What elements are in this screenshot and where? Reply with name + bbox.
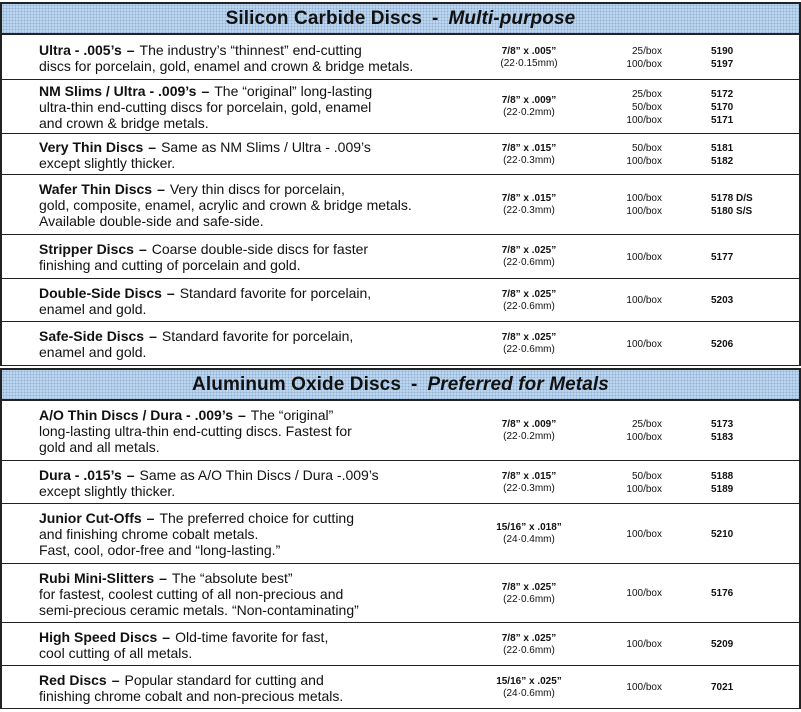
catalog-value: 5197 <box>711 59 734 70</box>
catalog-number <box>711 638 733 651</box>
description-text: except slightly thicker. <box>39 155 176 171</box>
description-line <box>39 672 479 688</box>
description-line <box>39 344 479 360</box>
catalog-value: 5178 D/S <box>711 193 753 204</box>
product-name: Junior Cut-Offs <box>39 510 142 526</box>
product-row <box>2 279 799 322</box>
product-description <box>39 42 479 74</box>
disc-size <box>469 245 589 269</box>
description-text: Very thin discs for porcelain, <box>169 181 345 197</box>
description-line <box>39 439 479 455</box>
product-name: NM Slims / Ultra - .009’s <box>39 83 197 99</box>
product-row <box>2 461 799 504</box>
product-row <box>2 134 799 175</box>
package-quantity <box>592 587 662 600</box>
section-subtitle: Multi-purpose <box>448 7 576 29</box>
description-text: finishing and cutting of porcelain and gold. <box>39 257 301 273</box>
quantity-value: 100/box <box>626 156 662 167</box>
name-dash: – <box>138 241 147 257</box>
size-inches: 7/8” x .025” <box>501 289 557 300</box>
description-line <box>39 83 479 99</box>
description-line <box>39 483 479 499</box>
description-line <box>39 688 479 704</box>
catalog-value: 5190 <box>711 46 734 57</box>
quantity-value: 50/box <box>631 143 662 154</box>
description-text: and finishing chrome cobalt metals. <box>39 526 259 542</box>
size-metric: (22·0.3mm) <box>503 205 555 216</box>
size-metric: (22·0.6mm) <box>503 257 555 268</box>
product-name: Safe-Side Discs <box>39 328 145 344</box>
size-metric: (22·0.2mm) <box>503 431 555 442</box>
product-row <box>2 80 799 134</box>
quantity-value: 100/box <box>626 193 662 204</box>
product-name: Ultra - .005’s <box>39 42 122 58</box>
catalog-number <box>711 587 733 600</box>
size-inches: 7/8” x .025” <box>501 332 557 343</box>
quantity-value: 25/box <box>631 46 662 57</box>
description-line <box>39 42 479 58</box>
size-metric: (22·0.6mm) <box>503 344 555 355</box>
product-description <box>39 241 479 273</box>
description-text: The preferred choice for cutting <box>159 510 354 526</box>
package-quantity <box>592 192 662 218</box>
product-row <box>2 235 799 279</box>
catalog-number <box>711 470 733 496</box>
disc-size <box>469 633 589 657</box>
quantity-value: 100/box <box>626 588 662 599</box>
catalog-value: 5180 S/S <box>711 206 753 217</box>
description-line <box>39 570 479 586</box>
catalog-value: 5209 <box>711 639 734 650</box>
size-inches: 15/16” x .018” <box>496 522 562 533</box>
name-dash: – <box>157 181 165 197</box>
description-line <box>39 181 479 197</box>
description-text: cool cutting of all metals. <box>39 645 193 661</box>
name-dash: – <box>149 328 157 344</box>
quantity-value: 100/box <box>626 484 662 495</box>
quantity-value: 50/box <box>631 102 662 113</box>
quantity-value: 100/box <box>626 206 662 217</box>
description-line <box>39 526 479 542</box>
catalog-value: 5172 <box>711 89 734 100</box>
description-line <box>39 510 479 526</box>
description-text: Standard favorite for porcelain, <box>179 285 372 301</box>
product-name: Wafer Thin Discs <box>39 181 153 197</box>
package-quantity <box>592 681 662 694</box>
size-inches: 7/8” x .015” <box>501 193 557 204</box>
name-dash: – <box>111 672 120 688</box>
quantity-value: 100/box <box>626 529 662 540</box>
quantity-value: 100/box <box>626 252 662 263</box>
description-text: Available double-side and safe-side. <box>39 213 264 229</box>
catalog-value: 5203 <box>711 295 734 306</box>
description-text: Fast, cool, odor-free and “long-lasting.” <box>39 542 281 558</box>
product-description <box>39 629 479 661</box>
disc-size <box>469 193 589 217</box>
description-text: gold, composite, enamel, acrylic and crown & bridge metals. <box>39 197 412 213</box>
product-row <box>2 175 799 235</box>
section-header <box>2 2 799 35</box>
name-dash: – <box>146 510 155 526</box>
product-row <box>2 504 799 564</box>
disc-size <box>469 522 589 546</box>
size-metric: (24·0.6mm) <box>503 688 555 699</box>
size-metric: (24·0.4mm) <box>503 534 555 545</box>
description-text: Same as A/O Thin Discs / Dura -.009’s <box>139 467 379 483</box>
product-row <box>2 564 799 623</box>
product-description <box>39 139 479 171</box>
package-quantity <box>592 470 662 496</box>
quantity-value: 100/box <box>626 59 662 70</box>
package-quantity <box>592 528 662 541</box>
size-inches: 7/8” x .025” <box>501 245 557 256</box>
description-line <box>39 602 479 618</box>
description-line <box>39 58 479 74</box>
catalog-value: 5181 <box>711 143 734 154</box>
product-description <box>39 181 479 229</box>
size-inches: 7/8” x .009” <box>501 419 557 430</box>
disc-size <box>469 46 589 70</box>
quantity-value: 100/box <box>626 432 662 443</box>
name-dash: – <box>166 285 175 301</box>
product-description <box>39 83 479 131</box>
catalog-number <box>711 45 733 71</box>
package-quantity <box>592 338 662 351</box>
description-text: finishing chrome cobalt and non-precious metals. <box>39 688 344 704</box>
description-line <box>39 241 479 257</box>
description-text: The “original” long-lasting <box>214 83 373 99</box>
section-subtitle: Preferred for Metals <box>427 373 609 395</box>
section-1 <box>0 368 801 709</box>
disc-size <box>469 289 589 313</box>
product-description <box>39 570 479 618</box>
description-line <box>39 586 479 602</box>
description-line <box>39 115 479 131</box>
quantity-value: 25/box <box>631 89 662 100</box>
catalog-value: 5188 <box>711 471 734 482</box>
description-text: long-lasting ultra-thin end-cutting discs. Fastest for <box>39 423 352 439</box>
description-line <box>39 285 479 301</box>
description-text: Coarse double-side discs for faster <box>151 241 369 257</box>
name-dash: – <box>237 407 246 423</box>
description-line <box>39 139 479 155</box>
size-inches: 7/8” x .025” <box>501 633 557 644</box>
size-metric: (22·0.3mm) <box>503 483 555 494</box>
description-text: for fastest, coolest cutting of all non-precious and <box>39 586 344 602</box>
size-inches: 7/8” x .005” <box>501 46 557 57</box>
description-line <box>39 328 479 344</box>
catalog-value: 5170 <box>711 102 734 113</box>
package-quantity <box>592 88 662 127</box>
size-metric: (22·0.6mm) <box>503 301 555 312</box>
disc-size <box>469 143 589 167</box>
catalog-number <box>711 681 733 694</box>
description-text: gold and all metals. <box>39 439 160 455</box>
name-dash: – <box>126 42 135 58</box>
product-name: A/O Thin Discs / Dura - .009’s <box>39 407 233 423</box>
name-dash: – <box>162 629 171 645</box>
product-name: Red Discs <box>39 672 107 688</box>
section-header <box>2 368 799 401</box>
size-metric: (22·0.3mm) <box>503 155 555 166</box>
size-inches: 7/8” x .025” <box>501 582 557 593</box>
description-text: discs for porcelain, gold, enamel and crown & bridge metals. <box>39 58 414 74</box>
product-description <box>39 672 479 704</box>
description-line <box>39 197 479 213</box>
disc-size <box>469 471 589 495</box>
description-line <box>39 467 479 483</box>
quantity-value: 100/box <box>626 295 662 306</box>
catalog-number <box>711 192 753 218</box>
catalog-value: 7021 <box>711 682 734 693</box>
product-name: Stripper Discs <box>39 241 134 257</box>
description-text: Standard favorite for porcelain, <box>161 328 354 344</box>
catalog-value: 5206 <box>711 339 734 350</box>
product-row <box>2 322 799 366</box>
disc-size <box>469 582 589 606</box>
description-text: Old-time favorite for fast, <box>175 629 329 645</box>
product-description <box>39 510 479 558</box>
size-inches: 7/8” x .015” <box>501 471 557 482</box>
catalog-number <box>711 418 733 444</box>
quantity-value: 100/box <box>626 682 662 693</box>
catalog-number <box>711 294 733 307</box>
description-line <box>39 301 479 317</box>
section-separator: - <box>411 373 418 395</box>
product-description <box>39 328 479 360</box>
package-quantity <box>592 142 662 168</box>
catalog-number <box>711 528 733 541</box>
section-title: Silicon Carbide Discs <box>225 7 423 29</box>
catalog-number <box>711 251 733 264</box>
quantity-value: 100/box <box>626 639 662 650</box>
quantity-value: 50/box <box>631 471 662 482</box>
size-metric: (22·0.6mm) <box>503 594 555 605</box>
section-0 <box>0 2 801 366</box>
quantity-value: 100/box <box>626 115 662 126</box>
description-line <box>39 213 479 229</box>
product-name: Double-Side Discs <box>39 285 162 301</box>
quantity-value: 25/box <box>631 419 662 430</box>
description-text: Same as NM Slims / Ultra - .009’s <box>161 139 371 155</box>
product-name: Rubi Mini-Slitters <box>39 570 155 586</box>
section-title: Aluminum Oxide Discs <box>192 373 401 395</box>
catalog-value: 5183 <box>711 432 734 443</box>
catalog-value: 5189 <box>711 484 734 495</box>
quantity-value: 100/box <box>626 339 662 350</box>
size-metric: (22·0.15mm) <box>500 58 558 69</box>
product-name: Very Thin Discs <box>39 139 144 155</box>
disc-size <box>469 676 589 700</box>
product-description <box>39 407 479 455</box>
catalog-value: 5182 <box>711 156 734 167</box>
description-text: The “original” <box>250 407 334 423</box>
size-inches: 15/16” x .025” <box>496 676 562 687</box>
description-line <box>39 99 479 115</box>
package-quantity <box>592 638 662 651</box>
name-dash: – <box>159 570 167 586</box>
description-text: and crown & bridge metals. <box>39 115 209 131</box>
package-quantity <box>592 418 662 444</box>
catalog-number <box>711 338 733 351</box>
description-line <box>39 257 479 273</box>
description-text: Popular standard for cutting and <box>124 672 324 688</box>
catalog-value: 5171 <box>711 115 734 126</box>
product-description <box>39 285 479 317</box>
description-line <box>39 155 479 171</box>
section-separator: - <box>432 7 439 29</box>
catalog-number <box>711 142 733 168</box>
description-text: semi-precious ceramic metals. “Non-contaminating” <box>39 602 359 618</box>
disc-size <box>469 332 589 356</box>
size-inches: 7/8” x .015” <box>501 143 557 154</box>
catalog-value: 5173 <box>711 419 734 430</box>
catalog-value: 5177 <box>711 252 734 263</box>
product-name: High Speed Discs <box>39 629 158 645</box>
description-line <box>39 407 479 423</box>
package-quantity <box>592 45 662 71</box>
description-line <box>39 645 479 661</box>
description-line <box>39 542 479 558</box>
catalog-value: 5210 <box>711 529 734 540</box>
name-dash: – <box>148 139 157 155</box>
product-description <box>39 467 479 499</box>
size-inches: 7/8” x .009” <box>501 95 557 106</box>
description-text: The industry’s “thinnest” end-cutting <box>139 42 362 58</box>
catalog-number <box>711 88 733 127</box>
description-line <box>39 423 479 439</box>
product-name: Dura - .015’s <box>39 467 122 483</box>
description-text: enamel and gold. <box>39 301 147 317</box>
name-dash: – <box>126 467 135 483</box>
disc-size <box>469 419 589 443</box>
description-text: except slightly thicker. <box>39 483 176 499</box>
description-line <box>39 629 479 645</box>
product-row <box>2 666 799 709</box>
description-text: enamel and gold. <box>39 344 147 360</box>
description-text: The “absolute best” <box>171 570 293 586</box>
description-text: ultra-thin end-cutting discs for porcelain, gold, enamel <box>39 99 372 115</box>
package-quantity <box>592 294 662 307</box>
size-metric: (22·0.2mm) <box>503 107 555 118</box>
size-metric: (22·0.6mm) <box>503 645 555 656</box>
package-quantity <box>592 251 662 264</box>
disc-size <box>469 95 589 119</box>
catalog-value: 5176 <box>711 588 734 599</box>
product-row <box>2 623 799 666</box>
product-row <box>2 401 799 461</box>
name-dash: – <box>201 83 210 99</box>
product-row <box>2 35 799 80</box>
